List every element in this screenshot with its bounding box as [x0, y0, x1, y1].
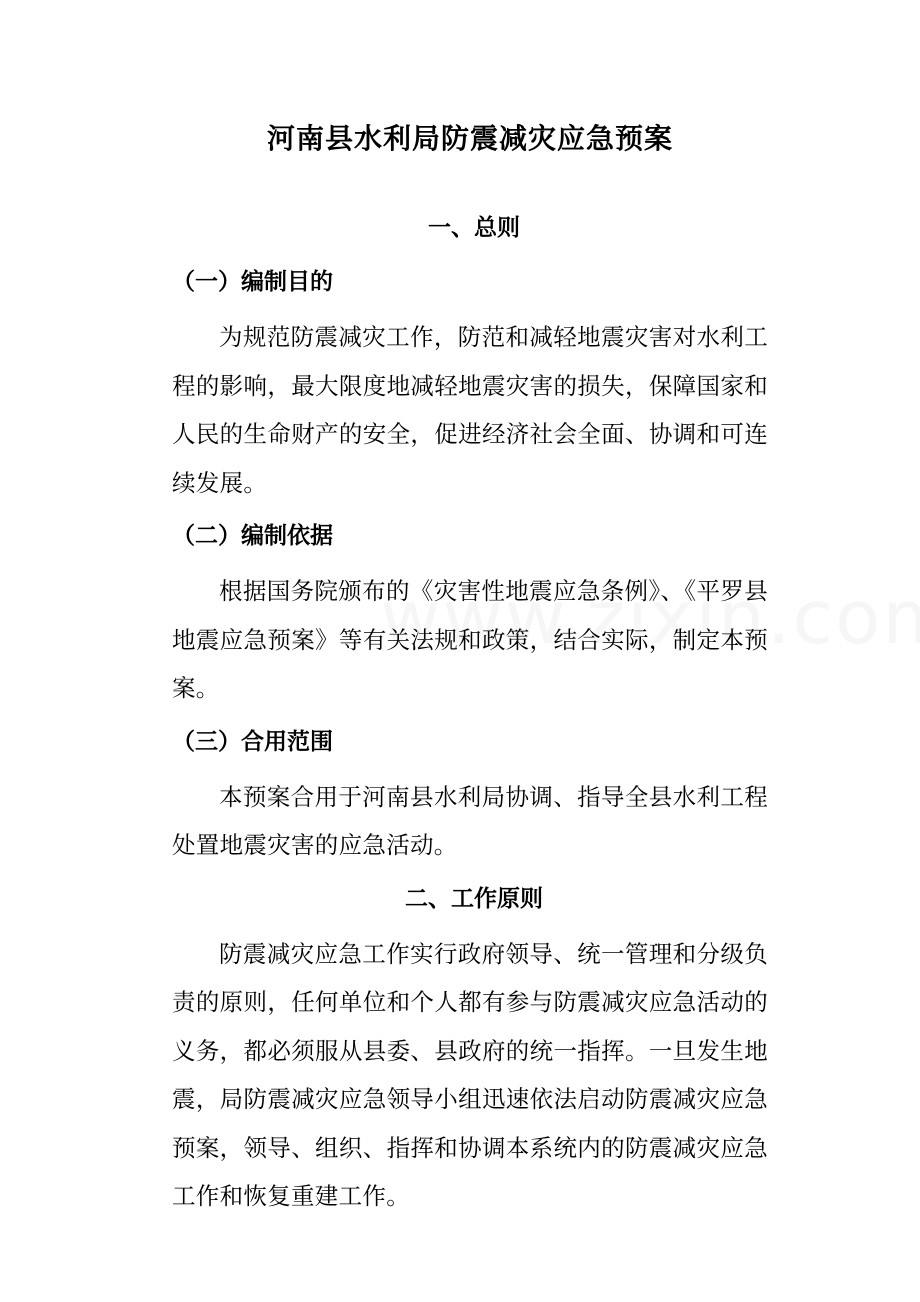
chapter-heading-general: 一、总则	[428, 215, 520, 241]
document-title: 河南县水利局防震减灾应急预案	[266, 121, 673, 155]
paragraph-scope: 本预案合用于河南县水利局协调、指导全县水利工程处置地震灾害的应急活动。	[172, 782, 768, 859]
chapter-heading-principles: 二、工作原则	[405, 885, 543, 912]
document-body	[172, 208, 768, 1221]
section-heading-scope: （三）合用范围	[172, 728, 333, 755]
paragraph-purpose: 为规范防震减灾工作，防范和减轻地震灾害对水利工程的影响，最大限度地减轻地震灾害的损失，保障国家和人民的生命财产的安全，促进经济社会全面、协调和可连续发展。	[172, 323, 768, 497]
paragraph-principles: 防震减灾应急工作实行政府领导、统一管理和分级负责的原则，任何单位和个人都有参与防震减灾应急活动的义务，都必须服从县委、县政府的统一指挥。一旦发生地震，局防震减灾应急领导小组迅速依法启动防震减灾应急预案，领导、组织、指挥和协调本系统内的防震减灾应急工作和恢复重建工作。	[172, 939, 768, 1210]
paragraph-basis: 根据国务院颁布的《灾害性地震应急条例》、《平罗县地震应急预案》等有关法规和政策，结合实际，制定本预案。	[172, 577, 768, 702]
section-heading-basis: （二）编制依据	[172, 523, 333, 549]
section-heading-purpose: （一）编制目的	[172, 269, 333, 295]
